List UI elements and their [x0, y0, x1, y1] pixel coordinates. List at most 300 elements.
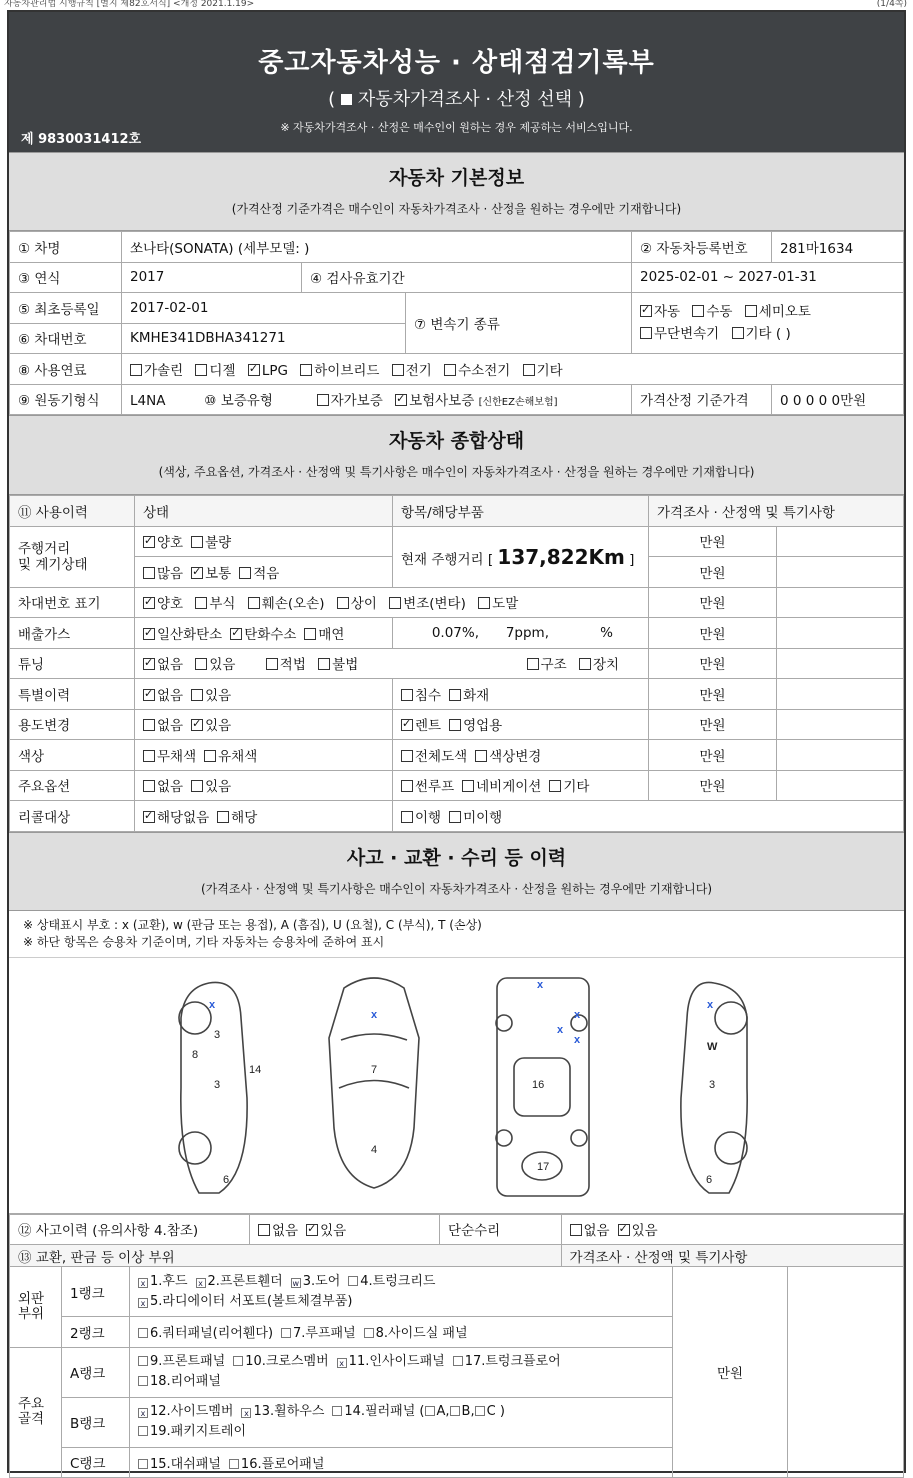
checkbox[interactable] [195, 658, 207, 670]
checkbox[interactable] [449, 811, 461, 823]
mileage-label: 주행거리 및 계기상태 [10, 526, 135, 587]
option-label: 매연 [318, 626, 345, 643]
vin-label: ⑥ 차대번호 [10, 323, 122, 354]
checkbox[interactable] [392, 364, 404, 376]
checkbox[interactable] [195, 364, 207, 376]
legend-notes [9, 911, 904, 958]
main-option-items [393, 770, 649, 801]
checkbox[interactable] [130, 364, 142, 376]
option-label: 탄화수소 [244, 626, 297, 643]
note-cell [777, 709, 904, 740]
section-title: 자동차 종합상태 [388, 430, 525, 452]
basic-info-table [9, 231, 904, 415]
checkbox[interactable] [204, 750, 216, 762]
overall-status-heading [9, 415, 904, 495]
col-header: 항목/해당부품 [393, 496, 649, 527]
unit-label: 만원 [649, 770, 777, 801]
checkbox[interactable] [745, 305, 757, 317]
rank-c-label: C랭크 [62, 1447, 130, 1478]
checkbox[interactable] [395, 394, 407, 406]
note-cell [777, 587, 904, 618]
checkbox[interactable] [143, 567, 155, 579]
inspection-period-value: 2025-02-01 ~ 2027-01-31 [632, 262, 904, 293]
part-label: 13.휠하우스 [253, 1404, 325, 1419]
part-label: 6.쿼터패널(리어휀다) [150, 1326, 274, 1342]
part-label: 8.사이드실 패널 [375, 1326, 468, 1342]
emission-options [135, 618, 393, 649]
checkbox[interactable] [143, 719, 155, 731]
option-label: 없음 [157, 687, 184, 704]
checkbox[interactable] [570, 1224, 582, 1236]
recall-label: 리콜대상 [10, 801, 135, 832]
option-label: 부식 [209, 596, 236, 613]
checkbox[interactable] [239, 567, 251, 579]
checkbox[interactable] [143, 597, 155, 609]
section-note: (색상, 주요옵션, 가격조사 · 산정액 및 특기사항은 매수인이 자동차가격조사 · 산정을 원하는 경우에만 기재합니다) [158, 465, 755, 479]
section-title: 사고 · 교환 · 수리 등 이력 [346, 846, 567, 869]
option-label: 있음 [205, 687, 232, 704]
reg-number-value: 281마1634 [772, 232, 904, 263]
checkbox[interactable] [389, 597, 401, 609]
subtitle-note: ※ 자동차가격조사 · 산정은 매수인이 원하는 경우 제공하는 서비스입니다. [280, 121, 633, 134]
tuning-label: 튜닝 [10, 648, 135, 679]
part-number-17: 17 [537, 1160, 550, 1173]
legend-scope: ※ 하단 항목은 승용차 기준이며, 기타 자동차는 승용차에 준하여 표시 [23, 934, 385, 949]
checkbox[interactable] [143, 780, 155, 792]
checkbox[interactable] [281, 1328, 291, 1338]
option-label: 구조 [540, 657, 567, 674]
checkbox[interactable] [143, 658, 155, 670]
fuel-options [122, 354, 904, 385]
paren-open: ( [328, 89, 341, 110]
fuel-option: 기타 [536, 362, 563, 379]
option-label: 도말 [492, 596, 519, 613]
option-label: 보통 [205, 565, 232, 582]
option-label: 없음 [272, 1223, 299, 1240]
fuel-option: 디젤 [209, 362, 236, 379]
car-outline-diagram [9, 958, 908, 1214]
option-label: 기타 [563, 779, 590, 796]
use-items [393, 709, 649, 740]
checkbox-x[interactable]: x [138, 1408, 148, 1418]
warranty-option: 보험사보증 [409, 393, 475, 410]
checkbox-x[interactable]: x [138, 1298, 148, 1308]
mark-x-wheelhouse: x [574, 1033, 581, 1046]
checkbox[interactable] [475, 1406, 485, 1416]
part-label: 19.패키지트레이 [150, 1424, 247, 1439]
emission-label: 배출가스 [10, 618, 135, 649]
checkbox[interactable] [401, 780, 413, 792]
unit-label: 만원 [673, 1267, 788, 1478]
option-label: 없음 [583, 1223, 610, 1240]
accident-history-options [250, 1214, 440, 1245]
inspection-period-label: ④ 검사유효기간 [302, 262, 632, 293]
note-cell [777, 648, 904, 679]
checkbox[interactable] [425, 1406, 435, 1416]
page-indicator: (1/4쪽) [876, 0, 907, 9]
part-label: 5.라디에이터 서포트(볼트체결부품) [150, 1293, 353, 1309]
option-label: 양호 [157, 596, 184, 613]
exchange-note-header: 가격조사 · 산정액 및 특기사항 [561, 1245, 903, 1267]
part-label: 11.인사이드패널 [348, 1354, 445, 1369]
simple-repair-label: 단순수리 [440, 1214, 562, 1245]
insurer-note: [신한EZ손해보험] [478, 397, 558, 409]
option-label: 있음 [205, 718, 232, 735]
checkbox[interactable] [138, 1328, 148, 1338]
unit-label: 만원 [649, 618, 777, 649]
parts-table [9, 1266, 904, 1478]
part-label: 2.프론트휀더 [207, 1273, 283, 1289]
gauge-state [135, 526, 393, 557]
checkbox-x[interactable]: x [138, 1278, 148, 1288]
part-number-3: 3 [214, 1028, 221, 1041]
part-number-6: 6 [706, 1173, 713, 1186]
col-header: 가격조사 · 산정액 및 특기사항 [649, 496, 904, 527]
mileage-value: 137,822Km [497, 544, 625, 569]
base-price-label: 가격산정 기준가격 [632, 384, 772, 415]
accident-history-label: ⑫ 사고이력 (유의사항 4.참조) [10, 1214, 250, 1245]
option-label: 있음 [205, 779, 232, 796]
part-number-14: 14 [249, 1063, 262, 1076]
special-history-label: 특별이력 [10, 679, 135, 710]
checkbox[interactable] [478, 597, 490, 609]
option-label: 불량 [205, 535, 232, 552]
checkbox[interactable] [444, 364, 456, 376]
checkbox[interactable] [318, 658, 330, 670]
option-label: 많음 [157, 565, 184, 582]
front-left-wheelhouse [496, 1015, 512, 1031]
checkbox[interactable] [300, 364, 312, 376]
document-number: 제 9830031412호 [21, 132, 142, 147]
transmission-label: ⑦ 변속기 종류 [406, 293, 632, 354]
checkbox[interactable] [475, 750, 487, 762]
smoke-value: % [600, 624, 613, 641]
checkbox[interactable] [549, 780, 561, 792]
part-label: 7.루프패널 [293, 1326, 356, 1342]
checkbox[interactable] [191, 719, 203, 731]
checkbox[interactable] [462, 780, 474, 792]
part-label: 18.리어패널 [150, 1374, 221, 1389]
recall-items [393, 801, 904, 832]
mark-x-side-member: x [557, 1023, 564, 1036]
part-number-3: 3 [709, 1078, 716, 1091]
transmission-options [632, 293, 904, 354]
fuel-option: 하이브리드 [314, 362, 380, 379]
part-number-8: 8 [192, 1048, 199, 1061]
checkbox-w[interactable]: w [292, 1278, 299, 1288]
rank-1-label: 1랭크 [62, 1267, 130, 1317]
mark-x-fender: x [707, 998, 714, 1011]
option-label: 네비게이션 [476, 779, 542, 796]
part-label: 17.트렁크플로어 [464, 1354, 561, 1369]
warranty-option: 자가보증 [330, 393, 383, 410]
option-label: 적법 [279, 657, 306, 674]
part-label: 4.트렁크리드 [360, 1273, 436, 1289]
main-options-label: 주요옵션 [10, 770, 135, 801]
car-diagram [9, 958, 904, 1214]
checkbox[interactable] [138, 1356, 148, 1366]
rear-right-wheelhouse [571, 1130, 587, 1146]
option-label: 유채색 [218, 748, 258, 765]
checkbox[interactable] [640, 305, 652, 317]
option-label: 없음 [157, 779, 184, 796]
checkbox[interactable] [229, 1459, 239, 1469]
unit-label: 만원 [649, 740, 777, 771]
rank-a-parts [130, 1347, 673, 1397]
option-label: 변조(변타) [403, 596, 466, 613]
unit-label: 만원 [649, 648, 777, 679]
first-reg-label: ⑤ 최초등록일 [10, 293, 122, 324]
fuel-option: 가솔린 [144, 362, 184, 379]
checkbox[interactable] [191, 689, 203, 701]
engine-warranty-cell [122, 384, 632, 415]
left-front-wheel [179, 1002, 211, 1034]
fuel-option: LPG [261, 362, 288, 379]
section-note: (가격산정 기준가격은 매수인이 자동차가격조사 · 산정을 원하는 경우에만 기재합니다) [231, 202, 682, 216]
option-label: 미이행 [463, 809, 503, 826]
form-header [9, 12, 904, 152]
special-items [393, 679, 649, 710]
fuel-option: 전기 [405, 362, 432, 379]
checkbox[interactable] [258, 1224, 270, 1236]
option-label: 해당없음 [157, 809, 210, 826]
option-label: 무단변속기 [654, 326, 720, 342]
checkbox[interactable] [230, 628, 242, 640]
car-name-value: 쏘나타(SONATA) (세부모델: ) [122, 232, 632, 263]
current-mileage [393, 526, 649, 587]
year-value: 2017 [122, 262, 302, 293]
option-label: 훼손(오손) [261, 596, 325, 613]
top-window-line [339, 1080, 409, 1088]
accident-table [9, 1214, 904, 1268]
checkbox[interactable] [138, 1426, 148, 1436]
unit-label: 만원 [649, 679, 777, 710]
checkbox[interactable] [732, 327, 744, 339]
checkbox[interactable] [640, 327, 652, 339]
part-label: 14.필러패널 ( [344, 1404, 425, 1419]
subtitle-text: 자동차가격조사 · 산정 선택 ) [357, 89, 585, 110]
option-label: 상이 [350, 596, 377, 613]
form-subtitle [9, 85, 904, 111]
recall-options [135, 801, 393, 832]
section-note: (가격조사 · 산정액 및 특기사항은 매수인이 자동차가격조사 · 산정을 원하는 경우에만 기재합니다) [200, 881, 713, 896]
reg-number-label: ② 자동차등록번호 [632, 232, 772, 263]
checkbox[interactable] [248, 597, 260, 609]
checkbox[interactable] [337, 597, 349, 609]
price-unit: 만원 [840, 393, 867, 410]
legend-symbols: ※ 상태표시 부호 : x (교환), w (판금 또는 용접), A (흠집), U (요철), C (부식), T (손상) [23, 917, 482, 932]
mileage-state [135, 557, 393, 588]
main-frame-label: 주요 골격 [10, 1347, 62, 1478]
note-cell [777, 770, 904, 801]
form-title: 중고자동차성능 · 상태점검기록부 [258, 48, 655, 78]
checkbox[interactable] [449, 689, 461, 701]
mark-x-roof: x [371, 1008, 378, 1021]
checkbox[interactable] [138, 1376, 148, 1386]
vin-value: KMHE341DBHA341271 [122, 323, 406, 354]
checkbox-x[interactable]: x [241, 1408, 251, 1418]
checkbox[interactable] [143, 536, 155, 548]
checkbox[interactable] [401, 719, 413, 731]
option-label: 썬루프 [415, 779, 455, 796]
part-label: 10.크로스멤버 [245, 1354, 329, 1369]
top-windshield [341, 1034, 407, 1040]
part-number-7: 7 [371, 1063, 378, 1076]
checkbox[interactable] [523, 364, 535, 376]
option-label: 기타 ( ) [745, 326, 791, 342]
note-cell [777, 679, 904, 710]
option-label: 무채색 [157, 748, 197, 765]
checkbox[interactable] [266, 658, 278, 670]
option-label: 화재 [463, 687, 490, 704]
right-front-wheel [715, 1002, 747, 1034]
option-label: 침수 [415, 687, 442, 704]
unit-label: 만원 [649, 587, 777, 618]
option-label: 없음 [157, 657, 184, 674]
checkbox-x[interactable]: x [196, 1278, 206, 1288]
car-name-label: ① 차명 [10, 232, 122, 263]
rank-a-label: A랭크 [62, 1347, 130, 1397]
checkbox[interactable] [306, 1224, 318, 1236]
engine-value: L4NA [130, 393, 166, 410]
exchange-label: ⑬ 교환, 판금 등 이상 부위 [10, 1245, 562, 1267]
unit-label: 만원 [649, 709, 777, 740]
option-label: 자동 [654, 304, 681, 320]
checkbox[interactable] [143, 750, 155, 762]
part-label: 1.후드 [150, 1273, 188, 1289]
status-table [9, 495, 904, 832]
color-items [393, 740, 649, 771]
checkbox[interactable] [143, 628, 155, 640]
engine-label: ⑨ 원동기형식 [10, 384, 122, 415]
checkbox[interactable] [195, 597, 207, 609]
note-cell [777, 740, 904, 771]
checkbox[interactable] [143, 811, 155, 823]
option-label: 색상변경 [489, 748, 542, 765]
accident-heading [9, 832, 904, 911]
tuning-options [135, 648, 649, 679]
option-label: 해당 [231, 809, 258, 826]
checkbox[interactable] [527, 658, 539, 670]
option-label: 전체도색 [415, 748, 468, 765]
checkbox[interactable] [364, 1328, 374, 1338]
checkbox[interactable] [191, 780, 203, 792]
checkbox-x[interactable]: x [337, 1358, 347, 1368]
inspection-form [7, 10, 906, 1473]
color-label: 색상 [10, 740, 135, 771]
option-label: 장치 [592, 657, 620, 674]
option-label: 이행 [415, 809, 442, 826]
checkbox[interactable] [143, 689, 155, 701]
checkbox[interactable] [317, 394, 329, 406]
unit-label: 만원 [649, 557, 777, 588]
col-header: 상태 [135, 496, 393, 527]
filled-square-icon [341, 94, 352, 105]
option-label: 불법 [332, 657, 359, 674]
section-title: 자동차 기본정보 [388, 167, 525, 189]
note-cell [788, 1267, 904, 1478]
special-options [135, 679, 393, 710]
option-label: 있음 [320, 1223, 347, 1240]
part-label: 16.플로어패널 [240, 1456, 325, 1472]
part-label: A, [436, 1404, 450, 1419]
rank-b-parts [130, 1397, 673, 1447]
checkbox[interactable] [217, 811, 229, 823]
checkbox[interactable] [618, 1224, 630, 1236]
checkbox[interactable] [579, 658, 591, 670]
option-label: 일산화탄소 [157, 626, 223, 643]
note-cell [777, 557, 904, 588]
checkbox[interactable] [692, 305, 704, 317]
checkbox[interactable] [304, 628, 316, 640]
checkbox[interactable] [449, 719, 461, 731]
base-price-value [772, 384, 904, 415]
checkbox[interactable] [450, 1406, 460, 1416]
checkbox[interactable] [401, 689, 413, 701]
use-options [135, 709, 393, 740]
outer-panel-label: 외판 부위 [10, 1267, 62, 1348]
checkbox[interactable] [348, 1276, 358, 1286]
part-label: 15.대쉬패널 [150, 1456, 221, 1472]
col-header: ⑪ 사용이력 [10, 496, 135, 527]
rear-left-wheelhouse [496, 1130, 512, 1146]
top-line [0, 0, 913, 10]
right-rear-wheel [715, 1132, 747, 1164]
checkbox[interactable] [332, 1406, 342, 1416]
mark-x-front-panel: x [537, 978, 544, 991]
co-value: 0.07%, [431, 624, 479, 641]
part-label: 3.도어 [302, 1273, 341, 1289]
hc-value: 7ppm, [505, 624, 549, 641]
part-number-16: 16 [532, 1078, 545, 1091]
rank-b-label: B랭크 [62, 1397, 130, 1447]
mileage-suffix: ] [629, 551, 635, 568]
checkbox[interactable] [233, 1356, 243, 1366]
option-label: 있음 [631, 1223, 658, 1240]
unit-label: 만원 [649, 526, 777, 557]
note-cell [777, 618, 904, 649]
checkbox[interactable] [248, 364, 260, 376]
mark-x-hood: x [209, 998, 216, 1011]
checkbox[interactable] [191, 567, 203, 579]
mark-w-door: W [707, 1040, 718, 1053]
option-label: 수동 [706, 304, 733, 320]
mileage-prefix: 현재 주행거리 [ [401, 551, 494, 568]
checkbox[interactable] [453, 1356, 463, 1366]
option-label: 적음 [253, 565, 280, 582]
price-digits: 0 0 0 0 0 [780, 393, 841, 410]
vin-mark-options [135, 587, 649, 618]
option-label: 양호 [157, 535, 184, 552]
simple-repair-options [561, 1214, 903, 1245]
checkbox[interactable] [191, 536, 203, 548]
checkbox[interactable] [401, 750, 413, 762]
rank-1-parts [130, 1267, 673, 1317]
main-options [135, 770, 393, 801]
option-label: 렌트 [415, 718, 442, 735]
checkbox[interactable] [138, 1459, 148, 1469]
note-cell [777, 526, 904, 557]
part-number-3: 3 [214, 1078, 221, 1091]
part-number-4: 4 [371, 1143, 378, 1156]
year-label: ③ 연식 [10, 262, 122, 293]
use-change-label: 용도변경 [10, 709, 135, 740]
basic-info-heading [9, 152, 904, 231]
emission-values [393, 618, 649, 649]
part-label: 12.사이드멤버 [150, 1404, 234, 1419]
checkbox[interactable] [401, 811, 413, 823]
part-label: C ) [486, 1404, 505, 1419]
